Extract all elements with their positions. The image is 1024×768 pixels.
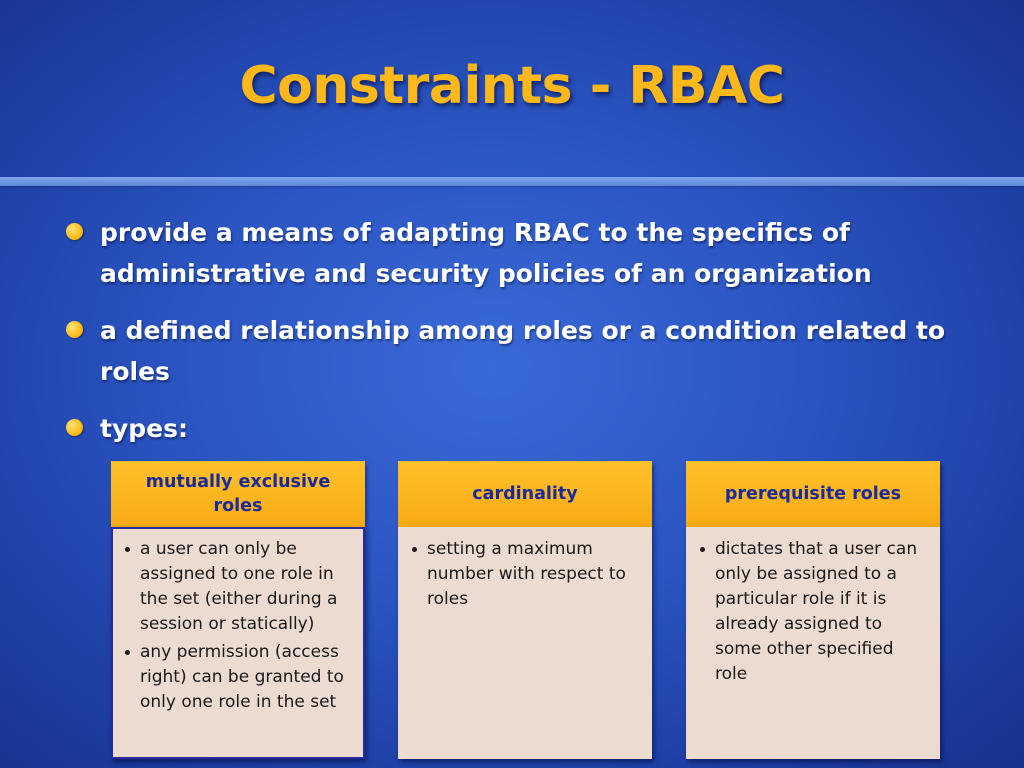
bullet-item xyxy=(66,310,946,392)
slide-title: Constraints - RBAC xyxy=(239,56,785,116)
card-item-text: a user can only be assigned to one role in the set (either during a session or statically) xyxy=(140,539,338,634)
bullet-dot-icon xyxy=(66,321,83,338)
card-item-text: dictates that a user can only be assigned to a particular role if it is already assigned to some other specified role xyxy=(715,539,918,684)
card-list-item xyxy=(123,640,353,715)
bullet-text: provide a means of adapting RBAC to the specifics of administrative and security policies of an organization xyxy=(100,218,872,288)
bullet-dot-icon xyxy=(412,547,417,552)
title-divider xyxy=(0,177,1024,186)
bullet-dot-icon xyxy=(125,650,130,655)
card-body[interactable] xyxy=(686,527,940,759)
bullet-dot-icon xyxy=(66,419,83,436)
bullet-text: types: xyxy=(100,414,188,443)
card-prerequisite-roles xyxy=(686,461,940,759)
card-item-text: setting a maximum number with respect to roles xyxy=(427,539,626,609)
bullet-item xyxy=(66,212,946,294)
card-item-text: any permission (access right) can be granted to only one role in the set xyxy=(140,642,344,712)
bullet-list xyxy=(66,212,946,465)
card-list-item xyxy=(698,537,928,687)
card-body[interactable] xyxy=(111,527,365,759)
card-header-label: cardinality xyxy=(472,484,578,504)
bullet-dot-icon xyxy=(125,547,130,552)
card-header xyxy=(398,461,652,527)
bullet-dot-icon xyxy=(66,223,83,240)
card-list-item xyxy=(123,537,353,637)
bullet-text: a defined relationship among roles or a condition related to roles xyxy=(100,316,946,386)
card-cardinality xyxy=(398,461,652,759)
card-header-label: mutually exclusive roles xyxy=(145,472,331,516)
bullet-item xyxy=(66,408,946,449)
card-mutually-exclusive-roles xyxy=(111,461,365,759)
card-header-label: prerequisite roles xyxy=(724,484,902,504)
card-body[interactable] xyxy=(398,527,652,759)
card-list-item xyxy=(410,537,640,612)
card-header xyxy=(111,461,365,527)
bullet-dot-icon xyxy=(700,547,705,552)
card-header xyxy=(686,461,940,527)
